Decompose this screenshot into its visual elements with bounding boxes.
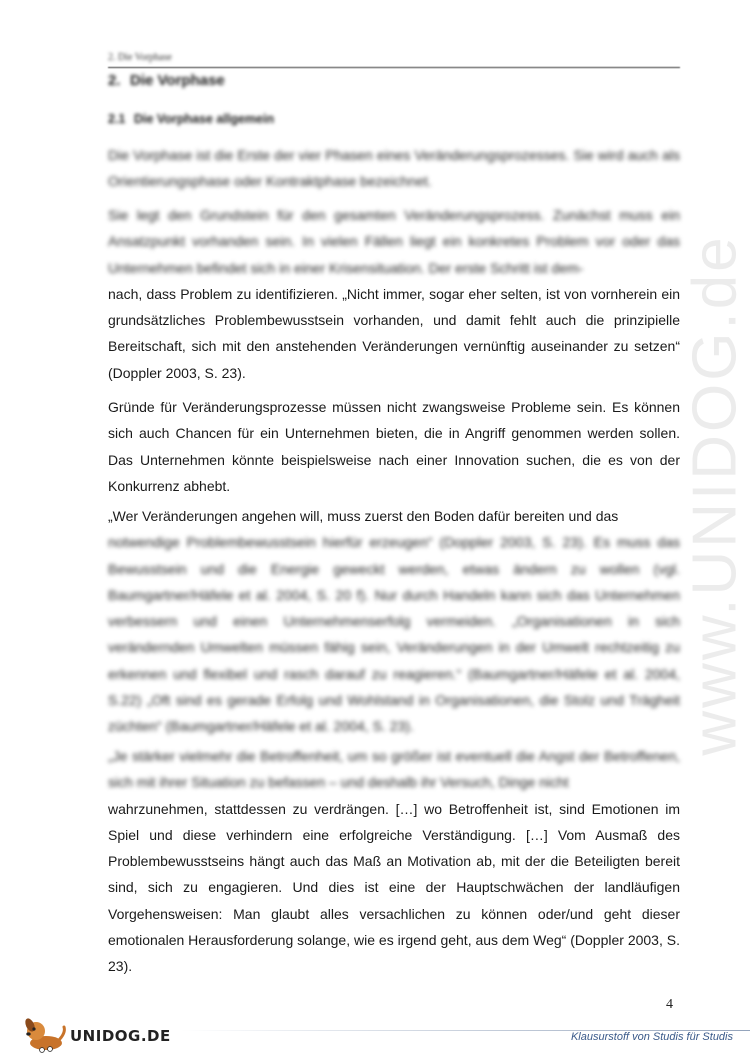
section-heading	[108, 112, 274, 126]
paragraph-5-blurred-text: „Je stärker vielmehr die Betroffenheit, um so größer ist eventuell die Angst der Betroffenen, sich mit ihrer Situation zu befassen – und deshalb ihr Versuch, Dinge nicht	[108, 748, 680, 791]
page-number: 4	[666, 997, 673, 1012]
running-header: 2. Die Vorphase	[108, 52, 172, 63]
chapter-number: 2.	[108, 72, 121, 89]
dog-mascot-icon	[22, 1013, 70, 1053]
paragraph-3-text: Gründe für Veränderungsprozesse müssen nicht zwangsweise Probleme sein. Es können sich auch Chancen für ein Unternehmen bieten, die in Angriff genommen werden sollen. Das Unternehmen könnte beispielsweise nach einer Innovation suchen, die es von der Konkurrenz abhebt.	[108, 399, 680, 494]
paragraph-5-text: wahrzunehmen, stattdessen zu verdrängen. […] wo Betroffenheit ist, sind Emotionen im Spiel und diese verhindern eine erfolgreiche Verständigung. […] Vom Ausmaß des Problembewusstseins hängt auch das Maß an Motivation ab, mit der die Beteiligten bereit sind, sich zu engagieren. Und dies ist eine der Hauptschwächen der landläufigen Vorgehensweisen: Man glaubt alles versachlichen zu können oder/und geht dieser emotionalen Herausforderung solange, wie es irgend geht, aus dem Weg“ (Doppler 2003, S. 23).	[108, 800, 680, 975]
paragraph-2	[108, 202, 680, 386]
header-rule	[108, 67, 680, 68]
paragraph-4-blurred-text: notwendige Problembewusstsein hierfür erzeugen“ (Doppler 2003, S. 23). Es muss das Bewusstsein und die Energie geweckt werden, etwas ändern zu wollen (vgl. Baumgartner/Häfele et al. 2004, S. 20 f). Nur durch Handeln kann sich das Unternehmen verbessern und einen Unternehmenserfolg vermeiden. „Organisationen in sich verändernden Umwelten müssen fähig sein, Veränderungen in der Umwelt rechtzeitig zu erkennen und flexibel und rasch darauf zu reagieren.“ (Baumgartner/Häfele et al. 2004, S.22) „Oft sind es gerade Erfolg und Wohlstand in Organisationen, die Stolz und Trägheit züchten“ (Baumgartner/Häfele et al. 2004, S. 23).	[108, 534, 680, 735]
unidog-logo[interactable]	[22, 1013, 171, 1053]
chapter-heading	[108, 72, 225, 89]
logo-text: UNIDOG.DE	[70, 1027, 171, 1045]
paragraph-4	[108, 503, 680, 740]
chapter-title: Die Vorphase	[130, 72, 225, 89]
paragraph-4-text: „Wer Veränderungen angehen will, muss zuerst den Boden dafür bereiten und das	[108, 508, 619, 524]
footer-tagline: Klausurstoff von Studis für Studis	[570, 1031, 733, 1043]
section-title: Die Vorphase allgemein	[134, 112, 275, 126]
paragraph-2-text: nach, dass Problem zu identifizieren. „Nicht immer, sogar eher selten, ist von vornherein ein grundsätzliches Problembewusstsein vorhanden, und damit fehlt auch die prinzipielle Bereitschaft, sich mit den anstehenden Veränderungen vernünftig auseinander zu setzen“ (Doppler 2003, S. 23).	[108, 285, 680, 381]
paragraph-5	[108, 743, 680, 980]
paragraph-1-text: Die Vorphase ist die Erste der vier Phasen eines Veränderungsprozesses. Sie wird auch als Orientierungsphase oder Kontraktphase bezeichnet.	[108, 147, 680, 190]
paragraph-2-blurred-text: Sie legt den Grundstein für den gesamten Veränderungsprozess. Zunächst muss ein Ansatzpunkt vorhanden sein. In vielen Fällen liegt ein konkretes Problem vor oder das Unternehmen befindet sich in einer Krisensituation. Der erste Schritt ist dem-	[108, 207, 680, 276]
section-number: 2.1	[108, 112, 126, 126]
paragraph-1	[108, 142, 680, 195]
watermark-text: www.UNIDOG.de	[680, 234, 750, 756]
paragraph-3	[108, 394, 680, 499]
